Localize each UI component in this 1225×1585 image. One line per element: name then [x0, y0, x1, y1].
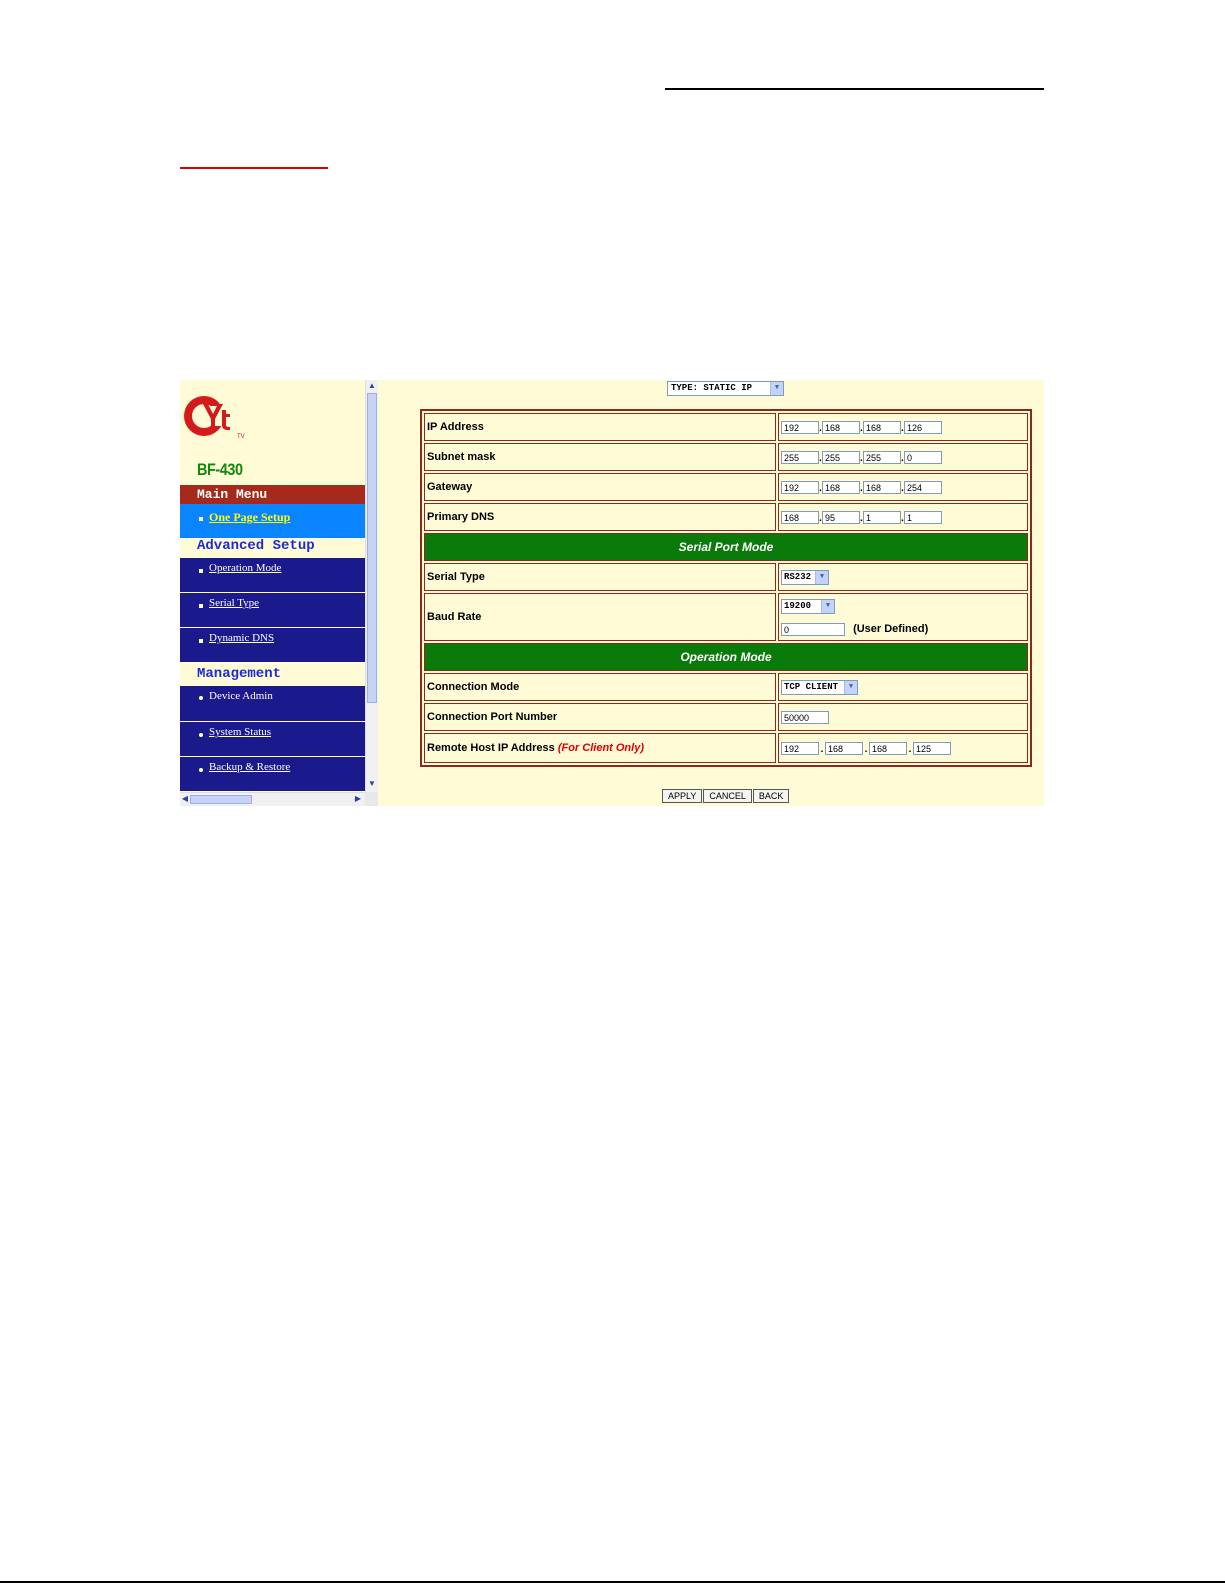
row-baud-rate — [424, 593, 1028, 641]
router-config-screenshot — [180, 380, 1044, 806]
ip-octet-2-input[interactable]: 168 — [822, 421, 860, 434]
menu-item-label[interactable]: Backup & Restore — [209, 761, 291, 773]
dns-octet-4-input[interactable]: 1 — [904, 511, 942, 524]
chevron-down-icon[interactable]: ▼ — [815, 571, 828, 584]
serial-type-cell — [778, 563, 1028, 591]
chevron-down-icon[interactable]: ▼ — [770, 382, 783, 395]
row-gateway — [424, 473, 1028, 501]
menu-item-operation-mode[interactable] — [180, 558, 365, 592]
mask-octet-1-input[interactable]: 255 — [781, 451, 819, 464]
connection-type-select[interactable] — [667, 381, 784, 396]
connection-port-input[interactable]: 50000 — [781, 711, 829, 724]
bullet-icon — [199, 604, 203, 608]
gateway-octet-3-input[interactable]: 168 — [863, 481, 901, 494]
serial-port-mode-header: Serial Port Mode — [424, 533, 1028, 561]
menu-item-label[interactable]: Device Admin — [209, 690, 273, 702]
document-rule-red — [180, 167, 328, 169]
primary-dns-fields: 168 . 95 . 1 . 1 — [778, 503, 1028, 531]
baud-rate-value: 19200 — [784, 600, 812, 611]
row-serial-port-mode-header — [424, 533, 1028, 561]
remote-octet-2-input[interactable]: 168 — [825, 742, 863, 755]
remote-octet-1-input[interactable]: 192 — [781, 742, 819, 755]
remote-host-label-cell — [424, 733, 776, 763]
remote-host-fields: 192 . 168 . 168 . 125 — [778, 733, 1028, 763]
scrollbar-corner — [365, 792, 378, 806]
connection-mode-label: Connection Mode — [424, 673, 776, 701]
remote-octet-4-input[interactable]: 125 — [913, 742, 951, 755]
chevron-down-icon[interactable]: ▼ — [821, 600, 834, 613]
gateway-octet-1-input[interactable]: 192 — [781, 481, 819, 494]
ip-octet-1-input[interactable]: 192 — [781, 421, 819, 434]
row-operation-mode-header — [424, 643, 1028, 671]
baud-rate-cell — [778, 593, 1028, 641]
bullet-icon — [199, 733, 203, 737]
subnet-mask-fields: 255 . 255 . 255 . 0 — [778, 443, 1028, 471]
scroll-thumb[interactable] — [367, 393, 377, 703]
client-only-note: (For Client Only) — [557, 742, 644, 754]
serial-type-value: RS232 — [784, 571, 812, 582]
row-ip-address — [424, 413, 1028, 441]
menu-item-one-page-setup[interactable] — [180, 504, 365, 538]
bullet-icon — [199, 768, 203, 772]
connection-mode-value: TCP CLIENT — [784, 681, 839, 692]
ip-address-label: IP Address — [424, 413, 776, 441]
menu-item-label[interactable]: System Status — [209, 726, 272, 738]
document-rule-top — [665, 88, 1044, 90]
scroll-up-icon[interactable]: ▲ — [368, 381, 376, 390]
svg-text:TV: TV — [237, 434, 245, 440]
document-rule-bottom — [0, 1581, 1225, 1583]
mask-octet-4-input[interactable]: 0 — [904, 451, 942, 464]
gateway-octet-4-input[interactable]: 254 — [904, 481, 942, 494]
connection-mode-cell — [778, 673, 1028, 701]
connection-port-label: Connection Port Number — [424, 703, 776, 731]
serial-type-select[interactable] — [781, 570, 829, 585]
back-button[interactable]: BACK — [753, 789, 790, 803]
action-buttons — [662, 786, 790, 801]
menu-item-system-status[interactable] — [180, 722, 365, 756]
menu-item-device-admin[interactable] — [180, 686, 365, 721]
scroll-left-icon[interactable]: ◀ — [181, 794, 189, 803]
main-menu-title: Main Menu — [180, 485, 365, 504]
dns-octet-2-input[interactable]: 95 — [822, 511, 860, 524]
menu-vertical-scrollbar[interactable] — [365, 380, 378, 792]
scroll-right-icon[interactable]: ▶ — [354, 794, 362, 803]
scroll-down-icon[interactable]: ▼ — [368, 779, 376, 788]
menu-item-label[interactable]: Dynamic DNS — [209, 632, 275, 644]
menu-item-dynamic-dns[interactable] — [180, 628, 365, 662]
bullet-icon — [199, 696, 203, 700]
row-remote-host — [424, 733, 1028, 763]
gateway-label: Gateway — [424, 473, 776, 501]
management-title: Management — [197, 666, 282, 682]
connection-port-cell — [778, 703, 1028, 731]
mask-octet-3-input[interactable]: 255 — [863, 451, 901, 464]
primary-dns-label: Primary DNS — [424, 503, 776, 531]
user-defined-label: (User Defined) — [853, 622, 929, 635]
row-subnet-mask — [424, 443, 1028, 471]
row-connection-mode — [424, 673, 1028, 701]
chevron-down-icon[interactable]: ▼ — [844, 681, 857, 694]
baud-rate-user-input[interactable]: 0 — [781, 623, 845, 636]
gateway-octet-2-input[interactable]: 168 — [822, 481, 860, 494]
bullet-icon — [199, 569, 203, 573]
menu-item-backup-restore[interactable] — [180, 757, 365, 791]
dns-octet-1-input[interactable]: 168 — [781, 511, 819, 524]
baud-rate-select[interactable] — [781, 599, 835, 614]
main-frame — [378, 380, 1044, 806]
row-serial-type — [424, 563, 1028, 591]
menu-item-label[interactable]: Serial Type — [209, 597, 260, 609]
gateway-fields: 192 . 168 . 168 . 254 — [778, 473, 1028, 501]
row-primary-dns — [424, 503, 1028, 531]
ip-octet-4-input[interactable]: 126 — [904, 421, 942, 434]
settings-table — [420, 409, 1032, 767]
menu-frame — [180, 380, 378, 806]
row-connection-port — [424, 703, 1028, 731]
remote-host-label: Remote Host IP Address — [427, 742, 555, 754]
menu-item-label[interactable]: Operation Mode — [209, 562, 282, 574]
model-name: BF-430 — [197, 460, 243, 479]
scroll-thumb[interactable] — [190, 795, 252, 804]
connection-mode-select[interactable] — [781, 680, 858, 695]
baud-rate-label: Baud Rate — [424, 593, 776, 641]
apply-button[interactable]: APPLY — [662, 789, 702, 803]
remote-octet-3-input[interactable]: 168 — [869, 742, 907, 755]
menu-horizontal-scrollbar[interactable] — [180, 792, 365, 806]
menu-item-label[interactable]: One Page Setup — [209, 510, 291, 524]
mask-octet-2-input[interactable]: 255 — [822, 451, 860, 464]
subnet-mask-label: Subnet mask — [424, 443, 776, 471]
operation-mode-header: Operation Mode — [424, 643, 1028, 671]
brand-logo — [182, 392, 248, 440]
bullet-icon — [199, 517, 203, 521]
connection-type-value: TYPE: STATIC IP — [671, 383, 753, 393]
menu-item-serial-type[interactable] — [180, 593, 365, 627]
bullet-icon — [199, 639, 203, 643]
cancel-button[interactable]: CANCEL — [703, 789, 752, 803]
ip-address-fields: 192 . 168 . 168 . 126 — [778, 413, 1028, 441]
advanced-setup-title: Advanced Setup — [197, 538, 315, 554]
ip-octet-3-input[interactable]: 168 — [863, 421, 901, 434]
dns-octet-3-input[interactable]: 1 — [863, 511, 901, 524]
serial-type-label: Serial Type — [424, 563, 776, 591]
